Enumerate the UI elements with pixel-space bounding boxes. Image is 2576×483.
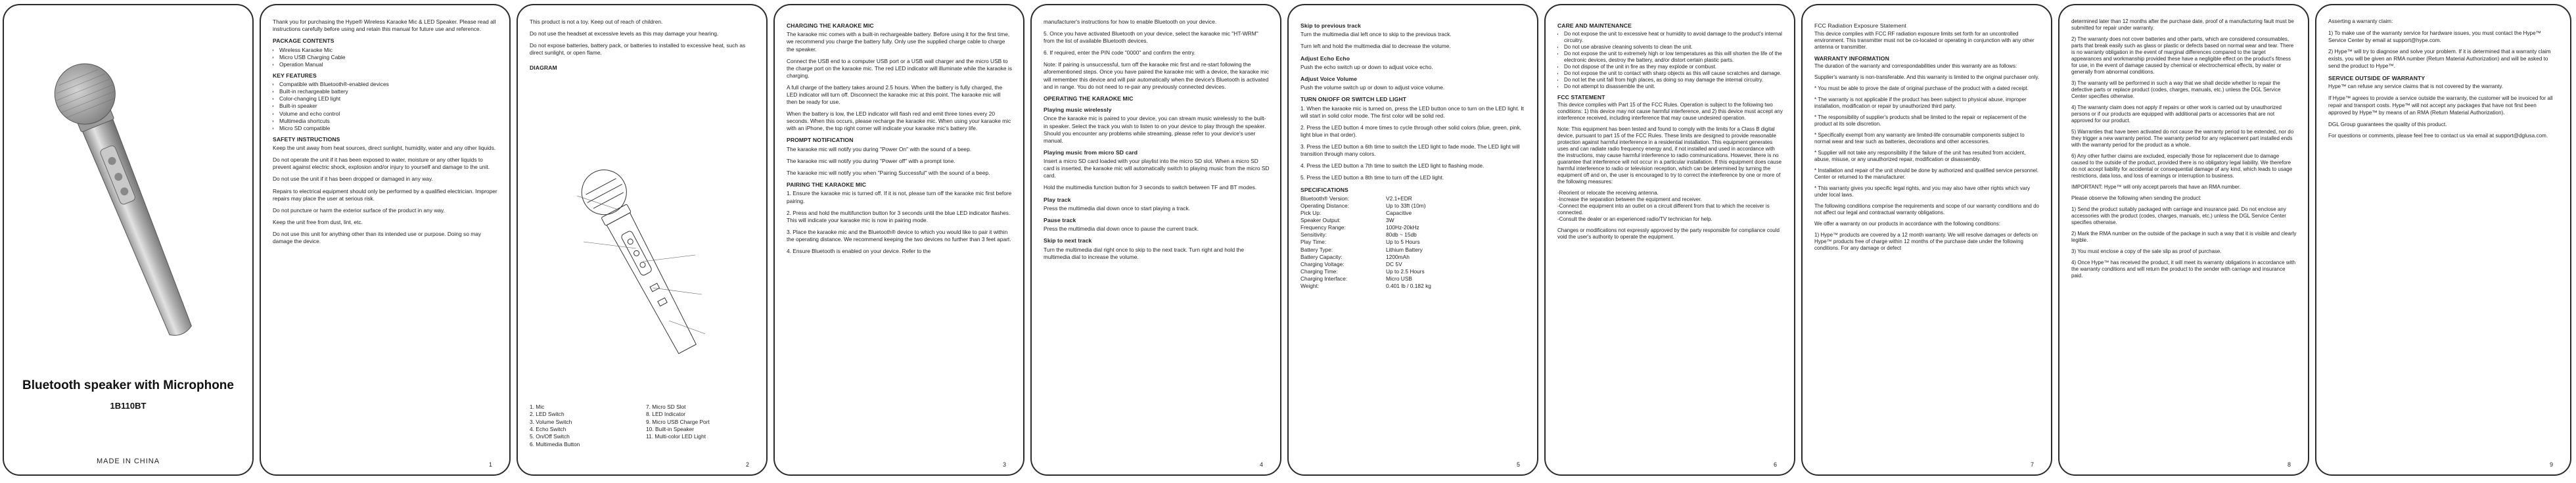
specs-panel: [1287, 4, 1538, 476]
features-list: [273, 81, 499, 132]
paragraph: Press the multimedia dial down once to start playing a track.: [1044, 204, 1190, 212]
warranty-panel: [1801, 4, 2052, 476]
paragraph: Connect the USB end to a computer USB port or a USB wall charger and the micro USB to the charge port on the karaoke mic. The red LED indicator will illuminate while the karaoke is charging.: [787, 57, 1012, 79]
paragraph: This device complies with Part 15 of the FCC Rules. Operation is subject to the following two conditions: 1) this device may not cause harmful interference, and 2) this device must accept any interference received, including interference that may cause undesired operation.: [1557, 102, 1783, 122]
spec-value: Lithium Battery: [1386, 246, 1423, 253]
safety-text: Do not puncture or harm the exterior surface of the product in any way.: [273, 206, 445, 214]
spec-value: DC 5V: [1386, 260, 1402, 267]
made-in-label: MADE IN CHINA: [96, 457, 160, 465]
paragraph: 1) Send the product suitably packaged with carriage and insurance paid. Do not enclose any accessories with the product (codes, charges, manuals, etc.) unless the DGL Service Center specifies otherwise.: [2071, 206, 2286, 225]
paragraph: Turn the multimedia dial left once to skip to the previous track.: [1300, 31, 1452, 38]
model-number: 1B110BT: [110, 401, 147, 411]
spec-value: Up to 33ft (10m): [1386, 202, 1426, 209]
paragraph: * Supplier will not take any responsibility if the failure of the unit has resulted from accident, abuse, misuse, or any unauthorized repair, modification or disassembly.: [1814, 150, 2026, 163]
section-heading: FCC Radiation Exposure Statement: [1814, 22, 1906, 29]
microphone-image: [50, 45, 208, 360]
paragraph: We offer a warranty on our products in accordance with the following conditions:: [1814, 221, 2000, 227]
spec-row: [1300, 210, 1527, 217]
paragraph: Hype™ can refuse any service claims that is not covered by the warranty.: [2328, 83, 2504, 90]
spec-key: Speaker Output:: [1300, 217, 1341, 224]
paragraph: 3. Press the LED button a 6th time to switch the LED light to fade mode. The LED light will transition through many colors.: [1300, 143, 1520, 158]
section-heading: CARE AND MAINTENANCE: [1557, 22, 1632, 29]
page-number: 1: [488, 461, 492, 468]
paragraph: The following conditions comprise the requirements and scope of our warranty conditions and do not affect our legal and contractual warranty obligations.: [1814, 203, 2039, 216]
page-number: 2: [745, 461, 749, 468]
paragraph: 2. Press and hold the multifunction button for 3 seconds until the blue LED indicator flashes. This will indicate your karaoke mic is now in pairing mode.: [787, 209, 1011, 223]
spec-row: [1300, 261, 1527, 268]
paragraph: Changes or modifications not expressly approved by the party responsible for compliance could void the user's authority to operate the equipment.: [1557, 227, 1780, 241]
spec-key: Pick Up:: [1300, 210, 1322, 217]
paragraph: * This warranty gives you specific legal rights, and you may also have other rights which vary under local laws.: [1814, 185, 2031, 198]
paragraph: Note: This equipment has been tested and found to comply with the limits for a Class B digital device, pursuant to part 15 of the FCC Rules. These limits are designed to provide reasonable protection against harmful interference in a residential installation. This equipment generates uses and can radiate radio frequency energy and, if not installed and used in accordance with the instructions, may cause harmful interference to radio communications. However, there is no guarantee that interference will not occur in a particular installation. If this equipment does cause harmful interference to radio or television reception, which can be determined by turning the equipment off and on, the user is encouraged to try to correct the interference by one or more of the following measures:: [1557, 126, 1782, 185]
paragraph: * You must be able to prove the date of original purchase of the product with a dated receipt.: [1814, 85, 2029, 92]
spec-value: Micro USB: [1386, 275, 1413, 282]
section-heading: WARRANTY INFORMATION: [1814, 55, 1889, 62]
paragraph: Insert a micro SD card loaded with your playlist into the micro SD slot. When a micro SD card is inserted, the karaoke mic will automatically switch to playing music from the micro SD card.: [1044, 158, 1270, 179]
sub-heading: Playing music from micro SD card: [1044, 149, 1138, 156]
paragraph: Push the echo switch up or down to adjust voice echo.: [1300, 63, 1433, 70]
page-number: 9: [2549, 461, 2553, 468]
paragraph: -Reorient or relocate the receiving antenna.: [1557, 190, 1659, 196]
spec-row: [1300, 195, 1527, 202]
spec-value: Capacitive: [1386, 210, 1412, 217]
page-number: 4: [1259, 461, 1263, 468]
spec-key: Charging Time:: [1300, 267, 1338, 275]
spec-key: Bluetooth® Version:: [1300, 195, 1350, 202]
paragraph: The karaoke mic will notify you during "Power On" with the sound of a beep.: [787, 145, 972, 152]
diagram-label: 3. Volume Switch: [530, 418, 572, 425]
paragraph: The karaoke mic comes with a built-in rechargeable battery. Before using it for the first time, we recommend you charge the battery fully. Only use the supplied charge cable to charge the speaker.: [787, 31, 1010, 53]
page-number: 3: [1002, 461, 1006, 468]
paragraph: Press the multimedia dial down once to pause the current track.: [1044, 225, 1199, 233]
battery-warning: Do not expose batteries, battery pack, or batteries to installed to excessive heat, such as direct sunlight, or open flame.: [530, 42, 746, 57]
paragraph: 4. Press the LED button a 7th time to switch the LED light to flashing mode.: [1300, 162, 1484, 170]
diagram-label: 7. Micro SD Slot: [646, 403, 686, 410]
paragraph: For questions or comments, please feel free to contact us via email at support@dglusa.com.: [2328, 133, 2548, 139]
spec-row: [1300, 275, 1527, 283]
page-number: 7: [2030, 461, 2034, 468]
list-item: • Do not expose the unit to excessive heat or humidity to avoid damage to the product's internal circuitry.: [1564, 31, 1783, 44]
spec-value: 3W: [1386, 217, 1394, 224]
section-heading: SERVICE OUTSIDE OF WARRANTY: [2328, 74, 2426, 81]
page-number: 6: [1773, 461, 1777, 468]
intro-panel: [260, 4, 511, 476]
paragraph: -Consult the dealer or an experienced radio/TV technician for help.: [1557, 216, 1713, 223]
package-heading: PACKAGE CONTENTS: [273, 37, 334, 45]
paragraph: 6. If required, enter the PIN code "0000" and confirm the entry.: [1044, 49, 1196, 57]
paragraph: Once the karaoke mic is paired to your device, you can stream music wirelessly to the built-in speaker. Select the track you wish to listen to on your device to play through the speaker. Should you encounter any problems while streaming, please refer to your device's user manual.: [1044, 115, 1266, 144]
paragraph: determined later than 12 months after the purchase date, proof of a manufacturing fault must be submitted for repair under warranty.: [2071, 18, 2294, 31]
safety-text: Do not use this unit for anything other than its intended use or purpose. Doing so may damage the device.: [273, 230, 482, 244]
section-heading: OPERATING THE KARAOKE MIC: [1044, 95, 1134, 102]
sub-heading: Playing music wirelessly: [1044, 106, 1112, 114]
sub-heading: Adjust Voice Volume: [1300, 75, 1358, 82]
list-item: • Do not dispose of the unit in fire as they may explode or combust.: [1564, 64, 1783, 70]
list-item: • Multimedia shortcuts: [279, 118, 499, 125]
sub-heading: Skip to previous track: [1300, 22, 1361, 29]
diagram-label: 4. Echo Switch: [530, 425, 566, 432]
list-item: • Do not use abrasive cleaning solvents to clean the unit.: [1564, 44, 1783, 51]
spec-key: Charging Interface:: [1300, 275, 1348, 282]
list-item: • Built-in speaker: [279, 103, 499, 110]
operating-panel: [1030, 4, 1281, 476]
safety-text: Do not operate the unit if it has been exposed to water, moisture or any other liquids to prevent against electric shock, explosion and/or injury to yourself and damage to the unit.: [273, 156, 490, 171]
spec-table: [1300, 195, 1527, 290]
list-item: • Volume and echo control: [279, 110, 499, 118]
care-list: [1557, 31, 1783, 90]
list-item: • Micro SD compatible: [279, 125, 499, 132]
section-heading: FCC STATEMENT: [1557, 93, 1605, 101]
list-item: • Do not expose the unit to extremely high or low temperatures as this will shorten the life of the electronic devices, destroy the battery, and/or distort certain plastic parts.: [1564, 51, 1783, 64]
list-item: • Wireless Karaoke Mic: [279, 47, 499, 54]
spec-value: 1200mAh: [1386, 253, 1410, 260]
spec-value: 100Hz-20kHz: [1386, 224, 1419, 231]
paragraph: Note: If pairing is unsuccessful, turn off the karaoke mic first and re-start following the aforementioned steps. Once you have paired the karaoke mic with a device, the karaoke mic will remember this device and will pair automatically when the device's Bluetooth is activated and in range. You do not need to re-pair any previously connected devices.: [1044, 61, 1270, 90]
section-heading: SPECIFICATIONS: [1300, 186, 1348, 193]
paragraph: * Specifically exempt from any warranty are limited-life consumable components subject to normal wear and tear such as batteries, decorations and other accessories.: [1814, 132, 2025, 145]
paragraph: The duration of the warranty and correspondabilities under this warranty are as follows:: [1814, 63, 2017, 70]
paragraph: 3. Place the karaoke mic and the Bluetooth® device to which you would like to pair it within the operating distance. We recommend keeping the two devices no further than 3 feet apart.: [787, 228, 1011, 242]
paragraph: * The warranty is not applicable if the product has been subject to physical abuse, improper installation, modification or repair by unauthorized third party.: [1814, 97, 2027, 110]
diagram-label: 2. LED Switch: [530, 411, 564, 418]
spec-key: Sensitivity:: [1300, 231, 1327, 239]
spec-key: Weight:: [1300, 282, 1320, 289]
hearing-warning: Do not use the headset at excessive levels as this may damage your hearing.: [530, 30, 719, 37]
spec-row: [1300, 254, 1527, 261]
paragraph: 1) Hype™ products are covered by a 12 month warranty. We will resolve damages or defects on Hype™ products free of charge within 12 months of the purchase date under the following conditions. For any damage or defect: [1814, 232, 2038, 252]
list-item: • Built-in rechargeable battery: [279, 88, 499, 95]
spec-row: [1300, 283, 1527, 290]
diagram-heading: DIAGRAM: [530, 64, 557, 72]
paragraph: 6) Any other further claims are excluded, especially those for replacement due to damage caused to the outside of the product, provided there is no obligatory legal liability. We therefore do not accept liability for accidental or consequential damage of any kind, which leads to usage restrictions, data loss, and loss of earnings or interruption to business.: [2071, 153, 2293, 179]
list-item: • Operation Manual: [279, 61, 499, 68]
package-list: [273, 47, 499, 68]
spec-key: Frequency Range:: [1300, 224, 1346, 231]
safety-heading: SAFETY INSTRUCTIONS: [273, 135, 340, 143]
spec-value: 0.401 lb / 0.182 kg: [1386, 282, 1431, 289]
paragraph: A full charge of the battery takes around 2.5 hours. When the battery is fully charged, the LED indicator will turn off. Disconnect the karaoke mic at this point. The karaoke mic will then be ready for use.: [787, 83, 1003, 106]
section-heading: CHARGING THE KARAOKE MIC: [787, 22, 874, 29]
paragraph: -Increase the separation between the equipment and receiver.: [1557, 196, 1702, 203]
sub-heading: Pause track: [1044, 216, 1076, 223]
diagram-panel: [517, 4, 768, 476]
paragraph: DGL Group guarantees the quality of this product.: [2328, 121, 2447, 127]
safety-text: Keep the unit away from heat sources, direct sunlight, humidity, water and any other liquids.: [273, 145, 496, 152]
service-panel: [2315, 4, 2571, 476]
diagram-label: 11. Multi-color LED Light: [646, 433, 706, 440]
paragraph: Push the volume switch up or down to adjust voice volume.: [1300, 84, 1445, 91]
paragraph: 1) To make use of the warranty service for hardware issues, you must contact the Hype™ Service Center by email at support@hype.com.: [2328, 30, 2541, 43]
page-number: 8: [2287, 461, 2291, 468]
paragraph: 2) Mark the RMA number on the outside of the package in such a way that it is visible and clearly legible.: [2071, 231, 2297, 243]
paragraph: The karaoke mic will notify you during "Power off" with a prompt tone.: [787, 157, 955, 164]
paragraph: Supplier's warranty is non-transferable. And this warranty is limited to the original purchaser only.: [1814, 74, 2039, 81]
diagram-label: 5. On/Off Switch: [530, 433, 570, 440]
spec-key: Battery Capacity:: [1300, 253, 1343, 260]
spec-row: [1300, 231, 1527, 239]
list-item: • Do not attempt to disassemble the unit.: [1564, 83, 1783, 90]
spec-row: [1300, 217, 1527, 224]
spec-value: Up to 2.5 Hours: [1386, 267, 1425, 275]
paragraph: 5. Press the LED button a 8th time to turn off the LED light.: [1300, 174, 1444, 181]
warranty-terms-panel: [2058, 4, 2309, 476]
paragraph: When the battery is low, the LED indicator will flash red and emit three tones every 20 seconds. When this occurs, please recharge the karaoke mic. When using your karaoke mic with an iPhone, the top right corner will indicate your karaoke mic's battery life.: [787, 110, 1011, 132]
section-heading: PAIRING THE KARAOKE MIC: [787, 181, 867, 189]
paragraph: 1. When the karaoke mic is turned on, press the LED button once to turn on the LED light. It will start in solid color mode. The first color will be solid red.: [1300, 104, 1524, 119]
diagram-label: 1. Mic: [530, 403, 545, 410]
spec-row: [1300, 239, 1527, 246]
paragraph: * The responsibility of supplier's products shall be limited to the repair or replacement of the product at its sole discretion.: [1814, 114, 2027, 127]
spec-row: [1300, 246, 1527, 254]
diagram-labels: [530, 403, 756, 448]
sub-heading: Adjust Echo Echo: [1300, 55, 1350, 62]
spec-row: [1300, 224, 1527, 231]
paragraph: 3) You must enclose a copy of the sale slip as proof of purchase.: [2071, 248, 2222, 254]
list-item: • Do not let the unit fall from high places, as doing so may damage the internal circuitry.: [1564, 77, 1783, 83]
paragraph: Turn the multimedia dial right once to skip to the next track. Turn right and hold the multimedia dial to increase the volume.: [1044, 246, 1245, 260]
spec-value: V2.1+EDR: [1386, 195, 1412, 202]
safety-text: Keep the unit free from dust, lint, etc.: [273, 218, 363, 225]
spec-value: Up to 5 Hours: [1386, 239, 1420, 246]
list-item: • Micro USB Charging Cable: [279, 54, 499, 61]
intro-text: Thank you for purchasing the Hype® Wireless Karaoke Mic & LED Speaker. Please read all instructions carefully before using and retain this manual for future use and reference.: [273, 18, 496, 33]
paragraph: Please observe the following when sending the product:: [2071, 195, 2201, 201]
paragraph: 4) Once Hype™ has received the product, it will meet its warranty obligations in accordance with the warranty conditions and will return the product to the sender with carriage and insurance paid.: [2071, 260, 2296, 279]
diagram-label: 10. Built-in Speaker: [646, 425, 695, 432]
paragraph: 2) The warranty does not cover batteries and other parts, which are considered consumables, parts that break easily such as glass or plastic or defects based on normal wear and tear. There is no warranty obligation in the event of marginal differences compared to the target appearances and workmanship provided these have a negligible effect on the product's fitness for use, in the event of damage caused by chemical or electrochemical effects, by water or generally from abnormal conditions.: [2071, 36, 2294, 75]
diagram-label: 8. LED Indicator: [646, 411, 686, 418]
paragraph: 4. Ensure Bluetooth is enabled on your device. Refer to the: [787, 248, 931, 254]
section-heading: TURN ON/OFF OR SWITCH LED LIGHT: [1300, 96, 1407, 103]
spec-row: [1300, 268, 1527, 275]
list-item: • Compatible with Bluetooth®-enabled devices: [279, 81, 499, 88]
toy-warning: This product is not a toy. Keep out of reach of children.: [530, 18, 663, 25]
safety-text: Repairs to electrical equipment should only be performed by a qualified electrician. Improper repairs may place the user at serious risk.: [273, 187, 497, 202]
spec-key: Charging Voltage:: [1300, 260, 1345, 267]
sub-heading: Play track: [1044, 196, 1071, 203]
paragraph: This device complies with FCC RF radiation exposure limits set forth for an uncontrolled environment. This transmitter must not be co-located or operating in conjunction with any other antenna or transmitter.: [1814, 30, 2035, 50]
paragraph: IMPORTANT: Hype™ will only accept parcels that have an RMA number.: [2071, 184, 2241, 190]
paragraph: 5. Once you have activated Bluetooth on your device, select the karaoke mic "HT-WRM" from the list of available Bluetooth devices.: [1044, 30, 1258, 45]
diagram-label: 6. Multimedia Button: [530, 440, 580, 448]
charging-panel: [773, 4, 1024, 476]
paragraph: Turn left and hold the multimedia dial to decrease the volume.: [1300, 43, 1451, 50]
list-item: • Do not expose the unit to contact with sharp objects as this will cause scratches and damage.: [1564, 70, 1783, 77]
diagram-drawing: [557, 156, 728, 373]
paragraph: 5) Warranties that have been activated do not cause the warranty period to be extended, nor do they trigger a new warranty period. The warranty period for any replacement part installed ends with the warranty period for the product as a whole.: [2071, 129, 2294, 148]
spec-key: Battery Type:: [1300, 246, 1333, 253]
page-number: 5: [1516, 461, 1520, 468]
diagram-label: 9. Micro USB Charge Port: [646, 418, 710, 425]
care-panel: [1544, 4, 1795, 476]
paragraph: 2. Press the LED button 4 more times to cycle through other solid colors (blue, green, pink, light blue in that order).: [1300, 124, 1522, 139]
features-heading: KEY FEATURES: [273, 72, 317, 79]
safety-text: Do not use the unit if it has been dropped or damaged in any way.: [273, 175, 433, 183]
cover-panel: [3, 4, 254, 476]
paragraph: Asserting a warranty claim:: [2328, 18, 2393, 24]
spec-row: [1300, 202, 1527, 210]
paragraph: If Hype™ agrees to provide a service outside the warranty, the customer will be invoiced for all repair and transport costs. Hype™ will not accept any packages that have not first been approved by Hype™ by means of an RMA (Return Material Authorization).: [2328, 95, 2553, 116]
list-item: • Color-changing LED light: [279, 95, 499, 103]
paragraph: 2) Hype™ will try to diagnose and solve your problem. If it is determined that a warranty claim exists, you will be given an RMA number (Return Material Authorization) and will be asked to send the product to Hype™.: [2328, 49, 2551, 70]
spec-value: 80db ~ 15db: [1386, 231, 1417, 239]
paragraph: The karaoke mic will notify you when "Pairing Successful" with the sound of a beep.: [787, 170, 990, 176]
paragraph: 1. Ensure the karaoke mic is turned off. If it is not, please turn off the karaoke mic first before pairing.: [787, 190, 1012, 204]
section-heading: PROMPT NOTIFICATION: [787, 137, 854, 144]
spec-key: Operating Distance:: [1300, 202, 1350, 209]
paragraph: Hold the multimedia function button for 3 seconds to switch between TF and BT modes.: [1044, 184, 1257, 191]
sub-heading: Skip to next track: [1044, 237, 1092, 244]
paragraph: manufacturer's instructions for how to enable Bluetooth on your device.: [1044, 18, 1217, 25]
paragraph: 4) The warranty claim does not apply if repairs or other work is carried out by unauthorized persons or if our products are equipped with additional parts or accessories that are not approved for our product.: [2071, 104, 2282, 124]
paragraph: 3) The warranty will be performed in such a way that we shall decide whether to repair the defective parts or replace product (codes, charges, manuals, etc.) unless the DGL Service Center specifies otherwise.: [2071, 80, 2281, 99]
paragraph: * Installation and repair of the unit should be done by authorized and qualified service personnel. Center or returned to the manufacturer.: [1814, 168, 2039, 181]
paragraph: -Connect the equipment into an outlet on a circuit different from that to which the receiver is connected.: [1557, 203, 1770, 216]
spec-key: Play Time:: [1300, 239, 1327, 246]
product-title: Bluetooth speaker with Microphone: [22, 379, 234, 392]
